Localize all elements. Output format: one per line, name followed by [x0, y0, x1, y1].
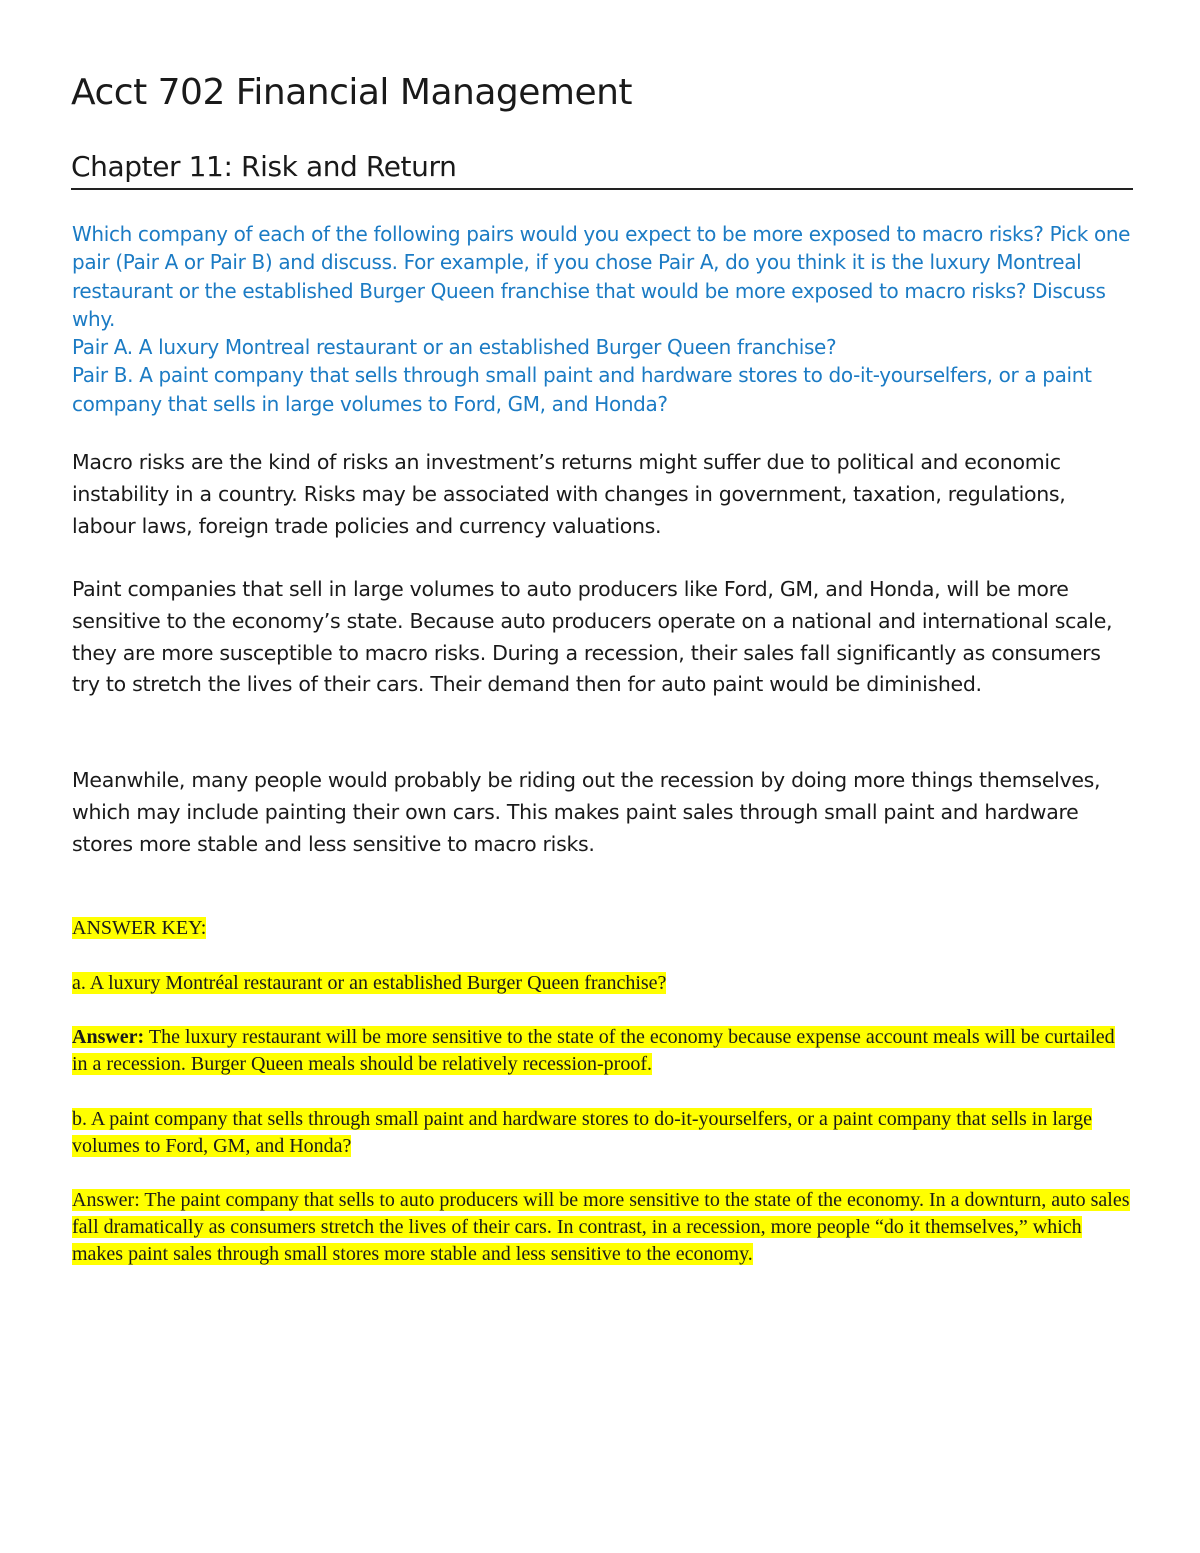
question-block	[72, 220, 1132, 418]
response-paragraph-3: Meanwhile, many people would probably be riding out the recession by doing more things themselves, which may include painting their own cars. This makes paint sales through small paint and hardware stores more stable and less sensitive to macro risks.	[72, 768, 1101, 856]
heading-divider	[71, 188, 1133, 190]
question-prompt: Which company of each of the following pairs would you expect to be more exposed to macro risks? Pick one pair (Pair A or Pair B) and discuss. For example, if you chose Pair A, do you think it is the luxury Montreal restaurant or the established Burger Queen franchise that would be more exposed to macro risks? Discuss why.	[72, 222, 1131, 331]
question-pair-a: Pair A. A luxury Montreal restaurant or an established Burger Queen franchise?	[72, 335, 837, 360]
answer-key-heading: ANSWER KEY:	[72, 917, 207, 939]
answer-key-answer-b: Answer: The paint company that sells to auto producers will be more sensitive to the state of the economy. In a downturn, auto sales fall dramatically as consumers stretch the lives of their cars. In contrast, in a recession, more people “do it themselves,” which makes paint sales through small stores more stable and less sensitive to the economy.	[72, 1189, 1130, 1265]
answer-text: The luxury restaurant will be more sensitive to the state of the economy because expense account meals will be curtailed in a recession. Burger Queen meals should be relatively recession-proof.	[72, 1026, 1115, 1075]
answer-key-question-b: b. A paint company that sells through small paint and hardware stores to do-it-yourselfers, or a paint company that sells in large volumes to Ford, GM, and Honda?	[72, 1108, 1092, 1157]
response-paragraph-2: Paint companies that sell in large volumes to auto producers like Ford, GM, and Honda, will be more sensitive to the economy’s state. Because auto producers operate on a national and international scale, they are more susceptible to macro risks. During a recession, their sales fall significantly as consumers try to stretch the lives of their cars. Their demand then for auto paint would be diminished.	[72, 577, 1113, 697]
answer-key-question-a: a. A luxury Montréal restaurant or an established Burger Queen franchise?	[72, 972, 667, 994]
response-paragraph-1: Macro risks are the kind of risks an investment’s returns might suffer due to political and economic instability in a country. Risks may be associated with changes in government, taxation, regulations, labour laws, foreign trade policies and currency valuations.	[72, 450, 1066, 538]
document-title: Acct 702 Financial Management	[71, 72, 633, 113]
question-pair-b: Pair B. A paint company that sells through small paint and hardware stores to do-it-yourselfers, or a paint company that sells in large volumes to Ford, GM, and Honda?	[72, 363, 1092, 416]
chapter-heading: Chapter 11: Risk and Return	[71, 150, 457, 183]
answer-key-answer-a	[72, 1024, 1132, 1078]
answer-label: Answer:	[72, 1026, 145, 1048]
